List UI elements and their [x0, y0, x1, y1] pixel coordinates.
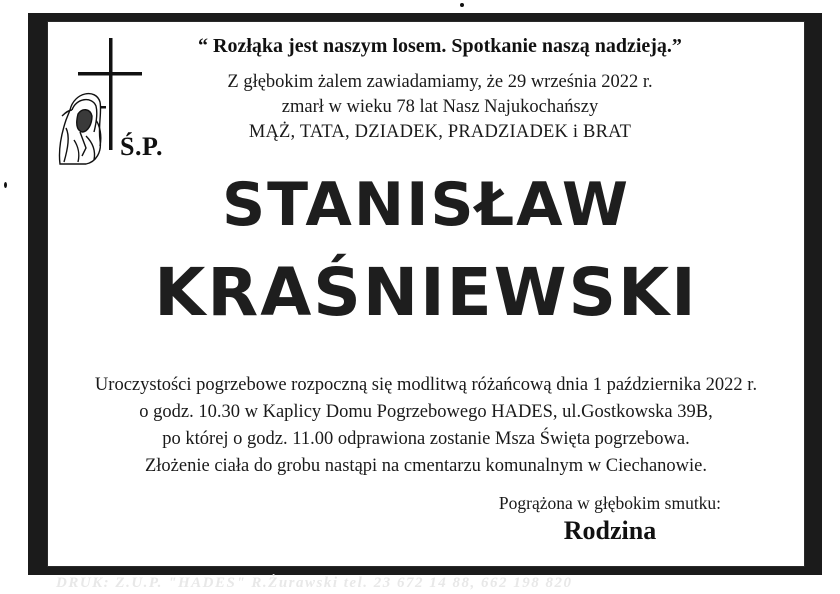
printer-imprint: DRUK: Z.U.P. "HADES" R.Żurawski tel. 23 672 14 88, 662 198 820 [56, 575, 573, 591]
family-signature: Rodzina [563, 516, 657, 545]
funeral-line: Złożenie ciała do grobu nastąpi na cmentarzu komunalnym w Ciechanowie. [144, 456, 707, 476]
funeral-line: o godz. 10.30 w Kaplicy Domu Pogrzebowego HADES, ul.Gostkowska 39B, [139, 402, 713, 422]
funeral-details [48, 372, 804, 480]
scan-speck [4, 182, 7, 188]
deceased-last-name: KRAŚNIEWSKI [154, 254, 698, 331]
praying-christ-icon [59, 94, 100, 164]
scan-speck [460, 3, 464, 7]
announcement [150, 70, 730, 145]
sp-abbreviation: Ś.P. [120, 132, 163, 161]
funeral-line: Uroczystości pogrzebowe rozpoczną się modlitwą różańcową dnia 1 października 2022 r. [94, 375, 758, 395]
funeral-line: po której o godz. 11.00 odprawiona zostanie Msza Święta pogrzebowa. [162, 429, 690, 449]
mourning-text: Pogrążona w głębokim smutku: [498, 493, 722, 513]
deceased-first-name: STANISŁAW [221, 170, 631, 240]
relations-line: MĄŻ, TATA, DZIADEK, PRADZIADEK i BRAT [248, 122, 632, 142]
announcement-line: zmarł w wieku 78 lat Nasz Najukochańszy [281, 97, 599, 117]
motto-quote: “ Rozłąka jest naszym losem. Spotkanie naszą nadzieją.” [198, 35, 682, 57]
announcement-line: Z głębokim żalem zawiadamiamy, że 29 września 2022 r. [227, 72, 653, 92]
